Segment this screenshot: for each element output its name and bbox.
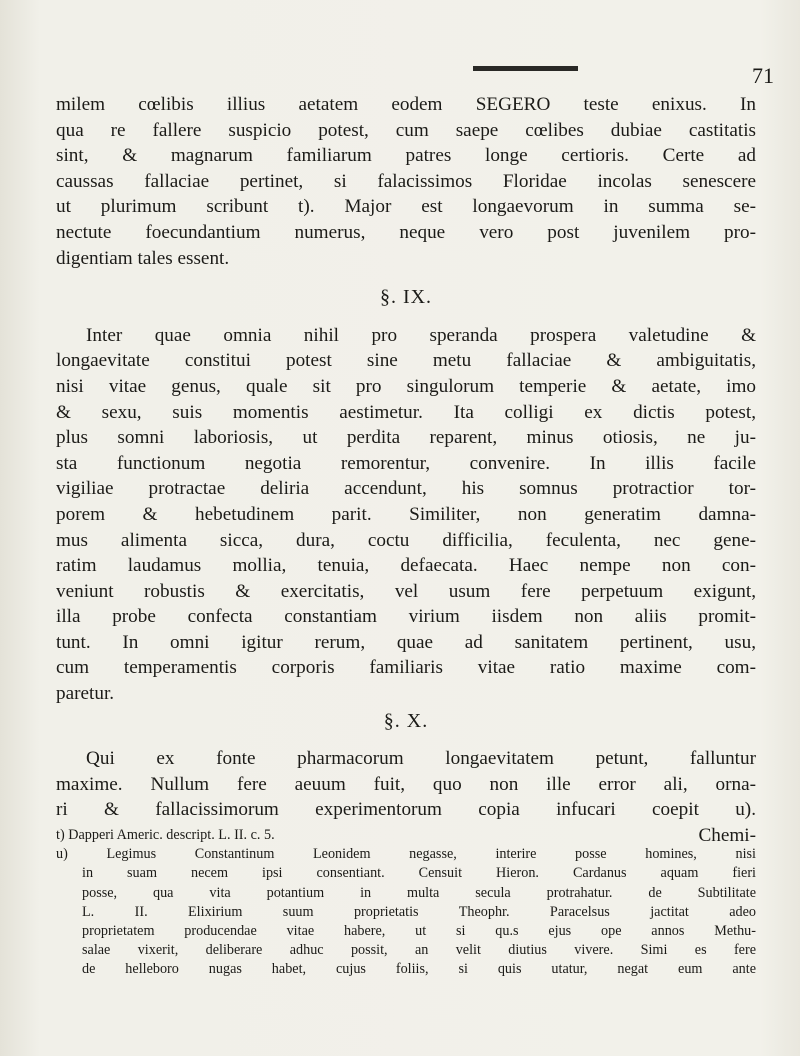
header-rule [473,66,578,71]
text-line: sta functionum negotia remorentur, convenire. In illis facile [56,452,756,474]
footnote-u-line: proprietatem producendae vitae habere, ut si qu.s ejus ope annos Methu- [82,923,756,940]
text-line: qua re fallere suspicio potest, cum saepe cœlibes dubiae castitatis [56,119,756,141]
section-heading-10: §. X. [383,709,429,732]
footnote-u-line: de helleboro nugas habet, cujus foliis, si quis utatur, negat eum ante [82,961,756,978]
text-line: Inter quae omnia nihil pro speranda prospera valetudine & [86,324,756,346]
text-line: vigiliae protractae deliria accendunt, his somnus protractior tor- [56,478,756,500]
main-text [56,92,756,849]
text-line: ratim laudamus mollia, tenuia, defaecata. Haec nempe non con- [56,555,756,577]
section-heading-9: §. IX. [379,286,433,309]
text-line: longaevitate constitui potest sine metu fallaciae & ambiguitatis, [56,350,756,372]
text-line: ut plurimum scribunt t). Major est longaevorum in summa se- [56,196,756,218]
text-line: ri & fallacissimorum experimentorum copia infucari coepit u). [56,799,756,821]
footnotes [56,826,756,980]
text-line: Qui ex fonte pharmacorum longaevitatem petunt, falluntur [86,748,756,770]
text-line: maxime. Nullum fere aeuum fuit, quo non ille error ali, orna- [56,773,756,795]
text-line: & sexu, suis momentis aestimetur. Ita colligi ex dictis potest, [56,401,756,423]
text-line: nisi vitae genus, quale sit pro singulorum temperie & aetate, imo [56,375,756,397]
footnote-u-line: salae vixerit, deliberare adhuc possit, an velit diutius vivere. Simi es fere [82,942,756,959]
catchword: Chemi- [698,825,756,847]
text-line: milem cœlibis illius aetatem eodem SEGERO teste enixus. In [56,94,756,115]
text-line: mus alimenta sicca, dura, coctu difficilia, feculenta, nec gene- [56,529,756,551]
text-line: tunt. In omni igitur rerum, quae ad sanitatem pertinent, usu, [56,631,756,653]
footnote-t: t) Dapperi Americ. descript. L. II. c. 5. [56,827,275,843]
text-line: illa probe confecta constantiam virium iisdem non aliis promit- [56,606,756,628]
text-line: cum temperamentis corporis familiaris vitae ratio maxime com- [56,657,756,679]
text-line: paretur. [56,683,115,705]
paragraph-2 [56,323,756,707]
text-line: veniunt robustis & exercitatis, vel usum fere perpetuum exigunt, [56,580,756,602]
footnote-u-line: u) Legimus Constantinum Leonidem negasse, interire posse homines, nisi [56,846,756,863]
page-number: 71 [752,63,774,88]
text-line: caussas fallaciae pertinet, si falacissimos Floridae incolas senescere [56,170,756,192]
text-line: digentiam tales essent. [56,247,230,269]
footnote-u-line: posse, qua vita potantium in multa secula protrahatur. de Subtilitate [82,884,756,901]
footnote-u-line: in suam necem ipsi consentiant. Censuit Hieron. Cardanus aquam fieri [82,865,756,882]
footnote-u-line: L. II. Elixirium suum proprietatis Theophr. Paracelsus jactitat adeo [82,903,756,920]
text-line: plus somni laboriosis, ut perdita reparent, minus otiosis, ne ju- [56,427,756,449]
text-line: porem & hebetudinem parit. Similiter, non generatim damna- [56,503,756,525]
paragraph-1 [56,92,756,271]
text-line: nectute foecundantium numerus, neque vero post juvenilem pro- [56,221,756,243]
text-line: sint, & magnarum familiarum patres longe certioris. Certe ad [56,145,756,167]
